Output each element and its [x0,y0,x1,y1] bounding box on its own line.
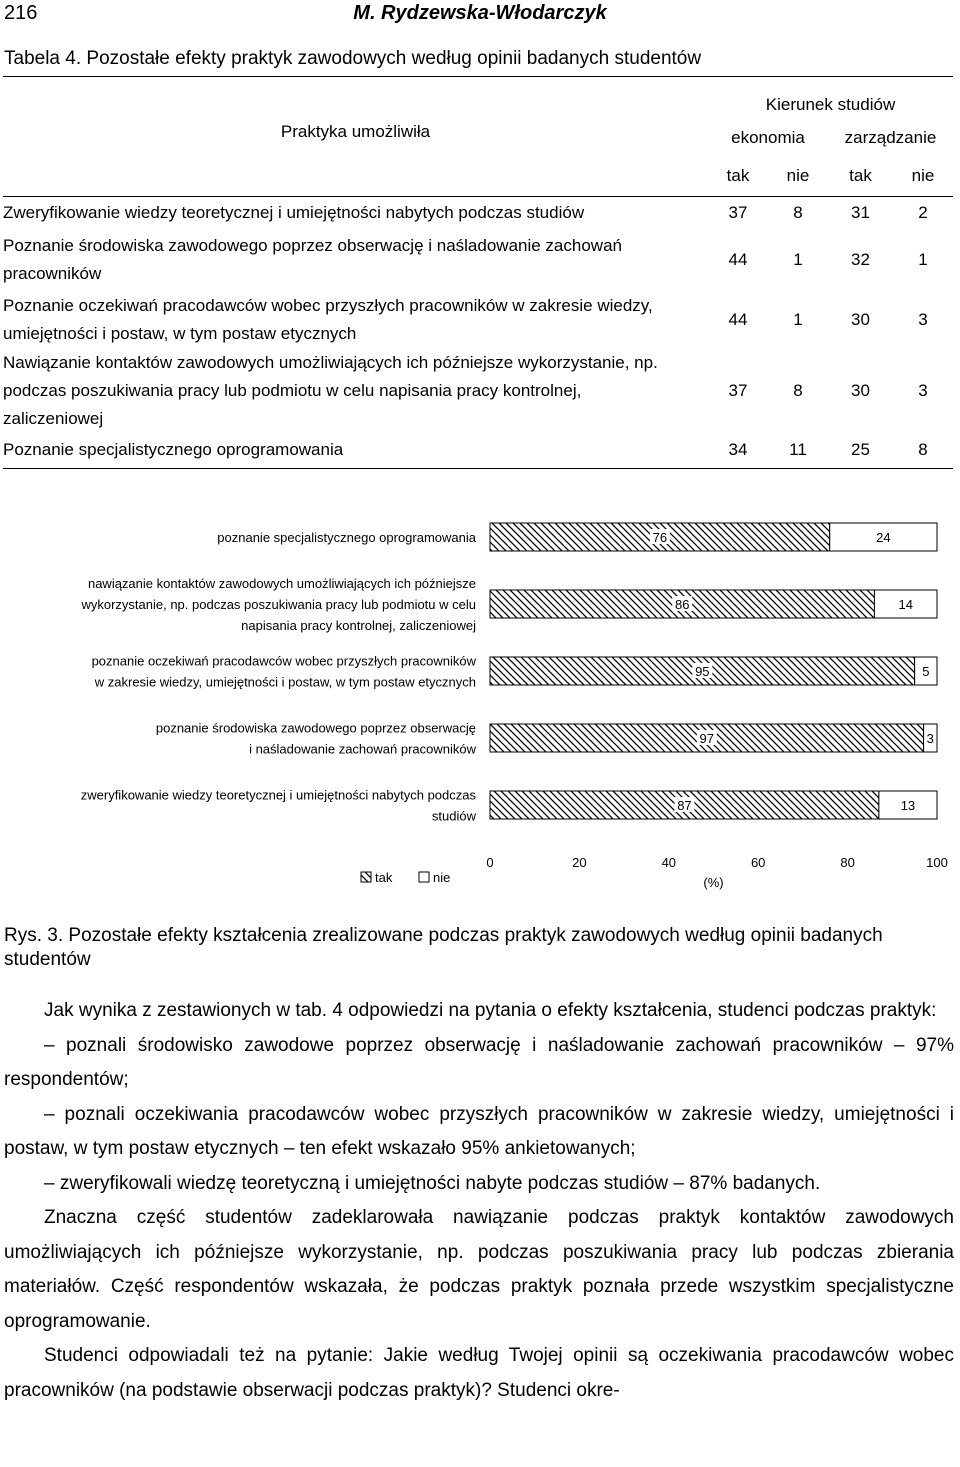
table-row [3,229,953,291]
cell-value: 32 [851,249,870,269]
x-tick-label: 20 [572,855,587,870]
group-header: Kierunek studiów [708,77,953,119]
answer-header: nie [768,157,828,197]
page-header [0,2,960,26]
data-label-nie: 14 [898,597,913,612]
category-label: napisania pracy kontrolnej, zaliczeniowej [241,618,476,633]
cell-value: 44 [728,249,748,269]
row-header: Praktyka umożliwiła [3,77,708,157]
figure-caption-text: Rys. 3. Pozostałe efekty kształcenia zrealizowane podczas praktyk zawodowych według opinii badanych studentów [4,925,883,970]
category-label: poznanie specjalistycznego oprogramowania [217,530,476,545]
paragraph: Znaczna część studentów zadeklarowała nawiązanie podczas praktyk kontaktów zawodowych umożliwiających ich późniejsze wykorzystanie, np. podczas poszukiwania pracy lub podczas zbierania materiałów. Część respondentów wskazała, że podczas praktyk poznała przede wszystkim specjalistyczne oprogramowanie. [4,1207,954,1332]
cell-value: 1 [918,249,928,269]
answer-header: tak [828,157,893,197]
x-tick-label: 100 [926,855,948,870]
cell-value: 3 [918,309,928,329]
running-author: M. Rydzewska-Włodarczyk [353,2,607,24]
cell-value: 30 [851,380,870,400]
list-item: – poznali środowisko zawodowe poprzez obserwację i naśladowanie zachowań pracowników – 97% respondentów; [4,1034,954,1090]
data-label-tak: 97 [699,731,715,746]
row-label: Poznanie oczekiwań pracodawców wobec przyszłych pracowników w zakresie wiedzy, umiejętności i postaw, w tym postaw etycznych [3,295,653,343]
cell-value: 37 [728,380,748,400]
cell-value: 1 [793,309,803,329]
category-label: w zakresie wiedzy, umiejętności i postaw, w tym postaw etycznych [94,674,476,690]
data-label-tak: 95 [695,664,710,679]
cell-value: 8 [793,202,803,222]
row-label: Nawiązanie kontaktów zawodowych umożliwiających ich późniejsze wykorzystanie, np. podczas poszukiwania pracy lub podmiotu w celu napisania pracy kontrolnej, zaliczeniowej [3,352,658,428]
table-caption: Tabela 4. Pozostałe efekty praktyk zawodowych według opinii badanych studentów [4,48,702,69]
row-label: Poznanie specjalistycznego oprogramowania [3,433,708,469]
category-label: i naśladowanie zachowań pracowników [249,741,476,757]
row-label: Poznanie środowiska zawodowego poprzez obserwację i naśladowanie zachowań pracowników [3,235,622,283]
cell-value: 44 [728,309,748,329]
list-item: – zweryfikowali wiedzę teoretyczną i umiejętności nabyte podczas studiów – 87% badanych. [44,1172,821,1194]
results-table [3,76,953,469]
answer-header: tak [708,157,768,197]
list-item: – poznali oczekiwania pracodawców wobec przyszłych pracowników w zakresie wiedzy, umiejętności i postaw, w tym postaw etycznych – ten efekt wskazało 95% ankietowanych; [4,1103,954,1159]
cell-value: 8 [893,433,953,469]
row-label: Zweryfikowanie wiedzy teoretycznej i umiejętności nabytych podczas studiów [3,202,585,222]
paragraph: Studenci odpowiadali też na pytanie: Jakie według Twojej opinii są oczekiwania pracodawców wobec pracowników (na podstawie obserwacji podczas praktyk)? Studenci okre- [4,1345,954,1401]
table-row [3,433,953,469]
data-label-tak: 76 [652,530,668,545]
table-row [3,197,953,229]
category-label: zweryfikowanie wiedzy teoretycznej i umiejętności nabytych podczas [80,787,476,803]
body-text [4,994,954,1408]
data-label-nie: 3 [926,731,934,746]
field-header: zarządzanie [844,127,937,147]
legend-label-nie: nie [433,870,451,885]
cell-value: 8 [793,380,803,400]
cell-value: 2 [918,202,928,222]
x-tick-label: 0 [486,855,494,870]
data-label-tak: 86 [674,597,690,612]
category-label: poznanie środowiska zawodowego poprzez obserwację [155,720,476,736]
cell-value: 25 [828,433,893,469]
x-axis-label: (%) [703,875,724,890]
answer-header: nie [893,157,953,197]
category-label: wykorzystanie, np. podczas poszukiwania pracy lub podmiotu w celu [81,597,476,612]
x-tick-label: 60 [750,855,766,870]
data-label-nie: 5 [922,664,930,679]
data-label-tak: 87 [677,798,692,813]
page-number: 216 [4,2,38,24]
cell-value: 37 [728,202,748,222]
cell-value: 31 [851,202,870,222]
cell-value: 11 [768,433,828,469]
figure-caption [4,924,954,972]
category-label: poznanie oczekiwań pracodawców wobec przyszłych pracowników [91,653,476,669]
cell-value: 3 [918,380,928,400]
category-label: nawiązanie kontaktów zawodowych umożliwiających ich późniejsze [87,576,476,591]
data-label-nie: 13 [900,798,916,813]
paragraph: Jak wynika z zestawionych w tab. 4 odpowiedzi na pytania o efekty kształcenia, studenci podczas praktyk: [44,1000,937,1021]
table-row [3,291,953,349]
data-label-nie: 24 [876,530,891,545]
cell-value: 1 [793,249,803,269]
table-row [3,349,953,433]
legend-swatch-tak [361,872,371,882]
cell-value: 34 [708,433,768,469]
category-label: studiów [431,808,476,824]
cell-value: 30 [851,309,870,329]
legend-label-tak: tak [375,870,393,885]
field-header: ekonomia [731,127,805,147]
stacked-bar-chart [0,500,960,900]
x-tick-label: 80 [840,855,855,870]
x-tick-label: 40 [661,855,677,870]
legend-swatch-nie [419,872,429,882]
